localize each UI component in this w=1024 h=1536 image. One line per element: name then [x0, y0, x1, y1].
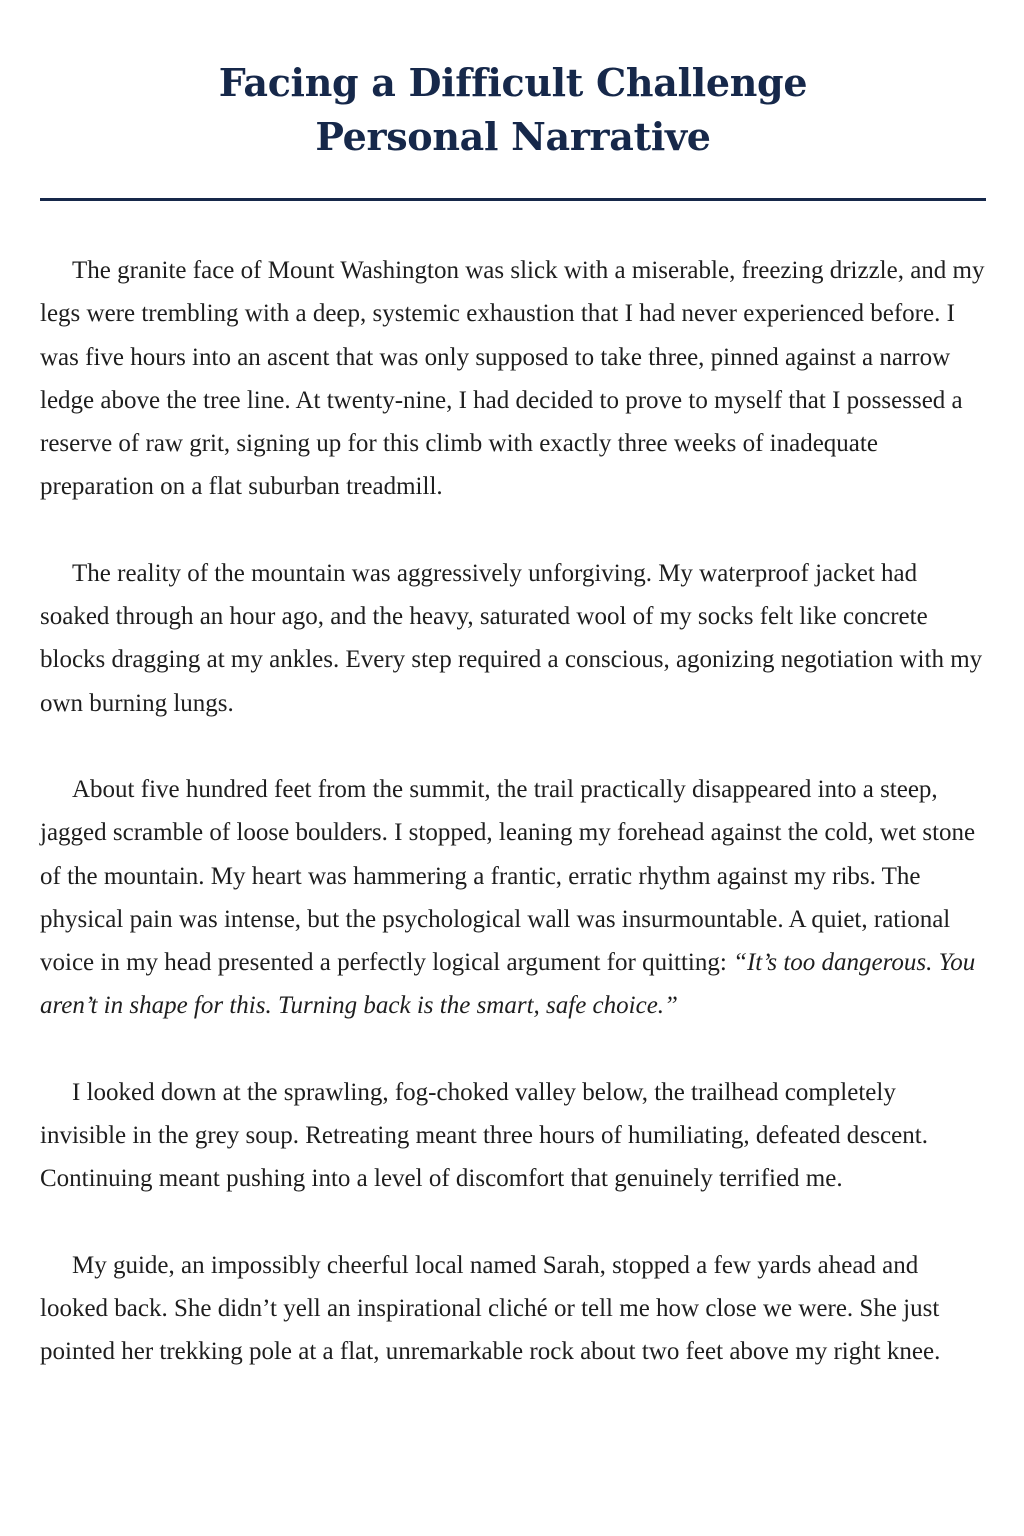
narrative-body	[40, 249, 986, 1374]
paragraph-2: The reality of the mountain was aggressively unforgiving. My waterproof jacket had soaked through an hour ago, and the heavy, saturated wool of my socks felt like concrete blocks dragging at my ankles. Every step required a conscious, agonizing negotiation with my own burning lungs.	[40, 559, 983, 717]
paragraph-5: My guide, an impossibly cheerful local named Sarah, stopped a few yards ahead and looked back. She didn’t yell an inspirational cliché or tell me how close we were. She just pointed her trekking pole at a flat, unremarkable rock about two feet above my right knee.	[40, 1251, 941, 1366]
paragraph-3-italic-quote: “It’s too dangerous. You aren’t in shape for this. Turning back is the smart, safe choice.”	[40, 949, 976, 1020]
paragraph-3-text: About five hundred feet from the summit, the trail practically disappeared into a steep, jagged scramble of loose boulders. I stopped, leaning my forehead against the cold, wet stone of the mountain. My heart was hammering a frantic, erratic rhythm against my ribs. The physical pain was intense, but the psychological wall was insurmountable. A quiet, rational voice in my head presented a perfectly logical argument for quitting:	[40, 775, 976, 977]
page-title: Facing a Difficult Challenge Personal Narrative	[218, 60, 808, 159]
paragraph-4: I looked down at the sprawling, fog-choked valley below, the trailhead completely invisible in the grey soup. Retreating meant three hours of humiliating, defeated descent. Continuing meant pushing into a level of discomfort that genuinely terrified me.	[40, 1078, 928, 1193]
paragraph-1: The granite face of Mount Washington was slick with a miserable, freezing drizzle, and my legs were trembling with a deep, systemic exhaustion that I had never experienced before. I was five hours into an ascent that was only supposed to take three, pinned against a narrow ledge above the tree line. At twenty-nine, I had decided to prove to myself that I possessed a reserve of raw grit, signing up for this climb with exactly three weeks of inadequate preparation on a flat suburban treadmill.	[40, 257, 985, 501]
paragraph-3	[40, 768, 986, 1028]
title-divider	[40, 198, 986, 201]
